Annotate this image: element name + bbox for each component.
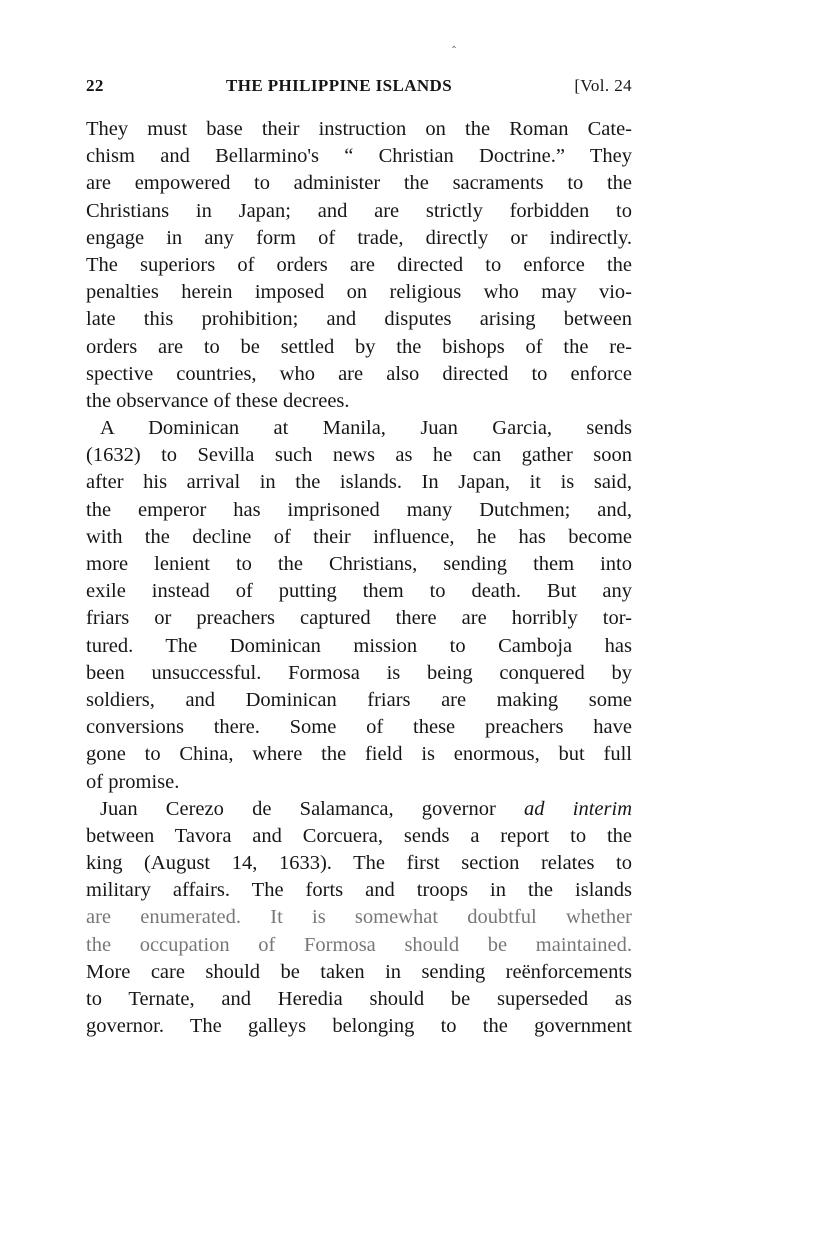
- text-line: are empowered to administer the sacraments to the: [86, 172, 632, 195]
- text-line: military affairs. The forts and troops in the islands: [86, 879, 632, 902]
- text-line: the occupation of Formosa should be maintained.: [86, 933, 632, 956]
- text-line: More care should be taken in sending reënforcements: [86, 960, 632, 983]
- text-line: of promise.: [86, 770, 180, 793]
- text-line: conversions there. Some of these preachers have: [86, 716, 632, 739]
- text-line-prefix: Juan Cerezo de Salamanca, governor: [100, 797, 525, 820]
- text-line: The superiors of orders are directed to enforce the: [86, 253, 632, 276]
- text-line: governor. The galleys belonging to the government: [86, 1015, 632, 1038]
- text-line: friars or preachers captured there are horribly tor-: [86, 607, 632, 630]
- paragraph-2: [86, 415, 632, 796]
- running-title: THE PHILIPPINE ISLANDS: [226, 76, 453, 95]
- running-header: [86, 76, 632, 102]
- text-line: with the decline of their influence, he has become: [86, 525, 632, 548]
- text-line: penalties herein imposed on religious who may vio-: [86, 281, 632, 304]
- text-line: late this prohibition; and disputes arising between: [86, 308, 632, 331]
- text-line: the emperor has imprisoned many Dutchmen; and,: [86, 498, 632, 521]
- text-line: are enumerated. It is somewhat doubtful whether: [86, 906, 632, 929]
- text-line: between Tavora and Corcuera, sends a report to the: [86, 824, 632, 847]
- text-line: more lenient to the Christians, sending them into: [86, 553, 632, 575]
- text-line: exile instead of putting them to death. But any: [86, 580, 632, 603]
- italic-phrase: ad interim: [524, 797, 632, 820]
- text-line: soldiers, and Dominican friars are making some: [86, 688, 632, 711]
- volume-label: [Vol. 24: [574, 76, 632, 95]
- text-line: king (August 14, 1633). The first section relates to: [86, 852, 632, 875]
- text-line: been unsuccessful. Formosa is being conquered by: [86, 661, 632, 684]
- text-line: to Ternate, and Heredia should be superseded as: [86, 988, 632, 1010]
- text-line: the observance of these decrees.: [86, 389, 350, 412]
- text-line: orders are to be settled by the bishops of the re-: [86, 335, 632, 358]
- body-text: [86, 116, 632, 1040]
- text-line: engage in any form of trade, directly or indirectly.: [86, 226, 632, 249]
- text-line: (1632) to Sevilla such news as he can gather soon: [86, 444, 632, 467]
- text-line: chism and Bellarmino's “ Christian Doctrine.” They: [86, 145, 632, 168]
- text-line: They must base their instruction on the Roman Cate-: [86, 118, 632, 140]
- paragraph-1: [86, 116, 632, 415]
- text-line: Christians in Japan; and are strictly forbidden to: [86, 199, 632, 222]
- text-line: after his arrival in the islands. In Japan, it is said,: [86, 471, 632, 494]
- text-line: spective countries, who are also directed to enforce: [86, 362, 632, 385]
- text-line: A Dominican at Manila, Juan Garcia, sends: [100, 417, 632, 440]
- print-speck: ‸: [452, 34, 457, 48]
- paragraph-3: [86, 796, 632, 1041]
- text-line-with-italic: [86, 796, 632, 823]
- text-line: gone to China, where the field is enormous, but full: [86, 743, 632, 766]
- text-line: tured. The Dominican mission to Camboja has: [86, 634, 632, 657]
- page-number: 22: [86, 76, 104, 95]
